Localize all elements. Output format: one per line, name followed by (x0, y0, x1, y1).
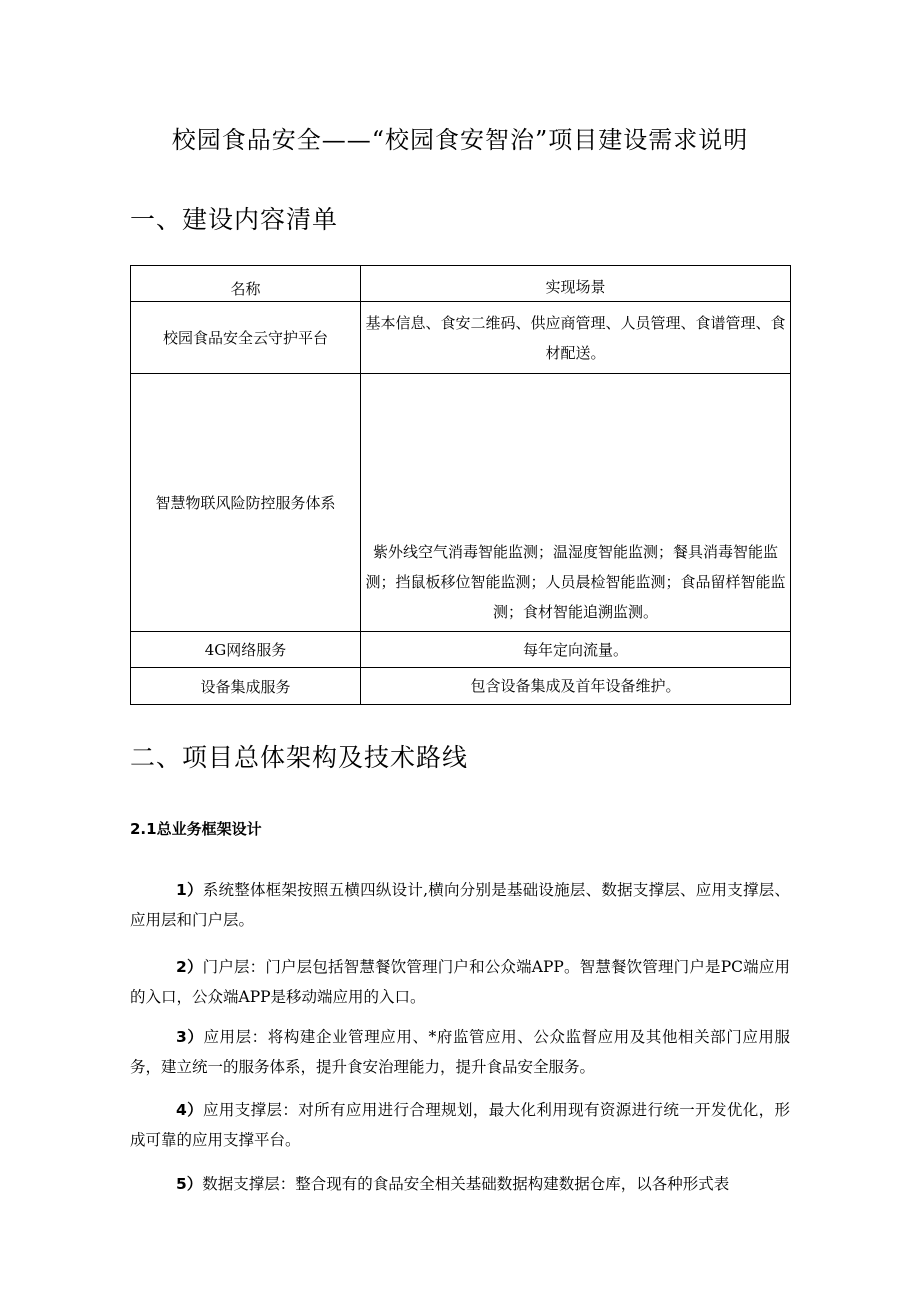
table-cell-name: 智慧物联风险防控服务体系 (131, 374, 361, 632)
paragraph-number: 3） (176, 1028, 204, 1046)
table-cell-name: 校园食品安全云守护平台 (131, 302, 361, 374)
table-header-scene: 实现场景 (361, 266, 791, 302)
paragraph-text: 应用支撑层：对所有应用进行合理规划，最大化利用现有资源进行统一开发优化，形成可靠的应用支撑平台。 (130, 1101, 790, 1149)
paragraph-number: 5） (176, 1175, 203, 1193)
table-row (131, 374, 791, 632)
content-list-table (130, 265, 791, 705)
paragraph (130, 875, 790, 935)
paragraph-number: 4） (176, 1101, 204, 1119)
table-header-name: 名称 (131, 266, 361, 302)
paragraph-text: 系统整体框架按照五横四纵设计,横向分别是基础设施层、数据支撑层、应用支撑层、应用层和门户层。 (130, 881, 790, 929)
table-row (131, 668, 791, 705)
paragraph (130, 1169, 790, 1199)
table-header-row (131, 266, 791, 302)
table-cell-scene: 基本信息、食安二维码、供应商管理、人员管理、食谱管理、食材配送。 (361, 302, 791, 374)
paragraph (130, 1095, 790, 1155)
document-title: 校园食品安全——“校园食安智治”项目建设需求说明 (171, 126, 749, 154)
subsection-heading: 2.1总业务框架设计 (130, 820, 262, 838)
table-cell-name: 设备集成服务 (131, 668, 361, 705)
section-heading-content-list: 一、建设内容清单 (130, 205, 339, 234)
paragraph-text: 门户层：门户层包括智慧餐饮管理门户和公众端APP。智慧餐饮管理门户是PC端应用的入口，公众端APP是移动端应用的入口。 (130, 958, 790, 1006)
paragraph-number: 2） (176, 958, 203, 976)
table-row (131, 302, 791, 374)
table-row (131, 632, 791, 668)
section-heading-architecture: 二、项目总体架构及技术路线 (130, 743, 469, 772)
paragraph (130, 952, 790, 1012)
paragraph (130, 1022, 790, 1082)
table-cell-scene: 紫外线空气消毒智能监测；温湿度智能监测；餐具消毒智能监测；挡鼠板移位智能监测；人员晨检智能监测；食品留样智能监测；食材智能追溯监测。 (361, 374, 791, 632)
table-cell-scene: 每年定向流量。 (361, 632, 791, 668)
table-cell-scene: 包含设备集成及首年设备维护。 (361, 668, 791, 705)
paragraph-text: 数据支撑层：整合现有的食品安全相关基础数据构建数据仓库，以各种形式表 (202, 1175, 730, 1193)
paragraph-number: 1） (176, 881, 203, 899)
paragraph-text: 应用层：将构建企业管理应用、*府监管应用、公众监督应用及其他相关部门应用服务，建立统一的服务体系，提升食安治理能力，提升食品安全服务。 (130, 1028, 790, 1076)
table-cell-name: 4G网络服务 (131, 632, 361, 668)
